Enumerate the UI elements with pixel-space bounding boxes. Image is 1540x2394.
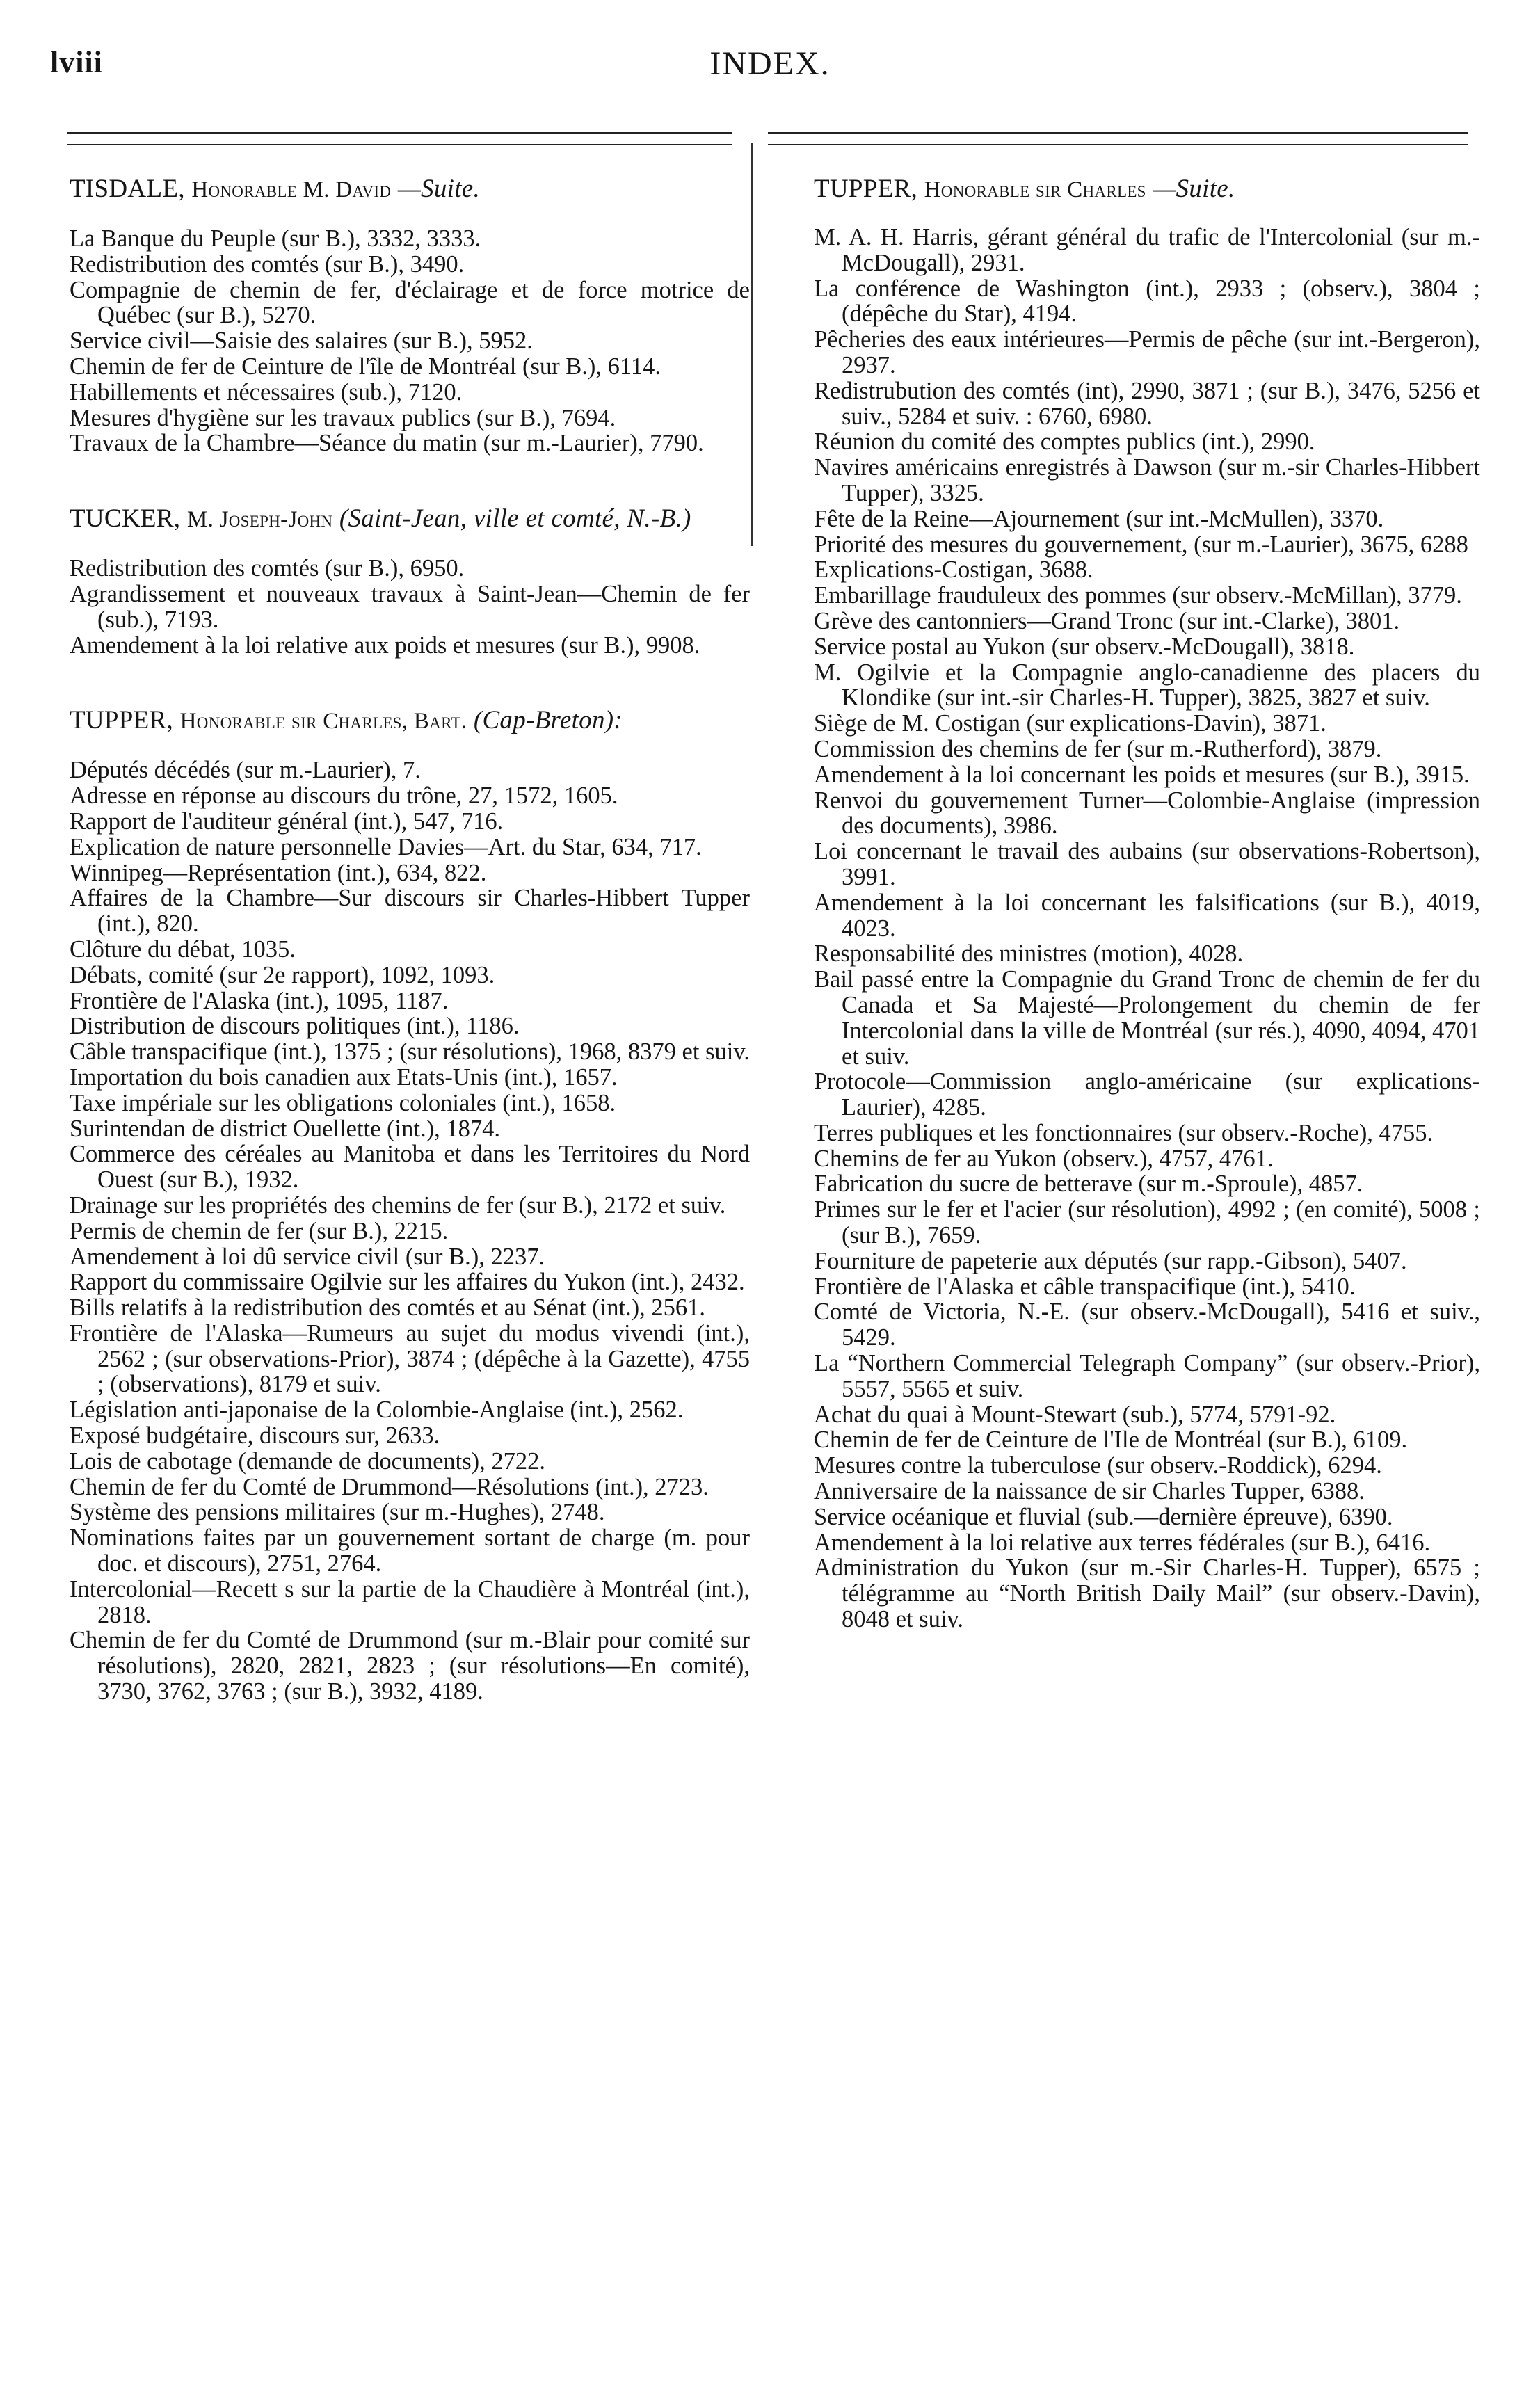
index-entry: La conférence de Washington (int.), 2933 ; (observ.), 3804 ; (dépêche du Star), 4194. <box>814 275 1480 328</box>
index-entry: Amendement à la loi concernant les poids et mesures (sur B.), 3915. <box>814 761 1470 788</box>
heading-name: TISDALE, <box>70 175 185 203</box>
index-entry: Service civil—Saisie des salaires (sur B.), 5952. <box>70 328 533 355</box>
index-entry: Chemin de fer du Comté de Drummond (sur m.-Blair pour comité sur résolutions), 2820, 2821, 2823 ; (sur résolutions—En comité), 3730, 3762, 3763 ; (sur B.), 3932, 4189. <box>70 1627 750 1705</box>
index-entry: Agrandissement et nouveaux travaux à Saint-Jean—Chemin de fer (sub.), 7193. <box>70 580 750 633</box>
index-entry: La Banque du Peuple (sur B.), 3332, 3333. <box>70 225 481 252</box>
heading-name: TUPPER, <box>70 706 174 735</box>
index-entry: Redistribution des comtés (sur B.), 6950. <box>70 555 465 582</box>
index-entry: Achat du quai à Mount-Stewart (sub.), 5774, 5791-92. <box>814 1401 1336 1428</box>
index-entry: Intercolonial—Recett s sur la partie de la Chaudière à Montréal (int.), 2818. <box>70 1575 750 1628</box>
index-entry: Câble transpacifique (int.), 1375 ; (sur résolutions), 1968, 8379 et suiv. <box>70 1038 750 1066</box>
index-entry: Habillements et nécessaires (sub.), 7120. <box>70 378 463 405</box>
index-entry: M. A. H. Harris, gérant général du trafic de l'Intercolonial (sur m.-McDougall), 2931. <box>814 224 1480 276</box>
index-entry: Fête de la Reine—Ajournement (sur int.-McMullen), 3370. <box>814 505 1384 532</box>
index-entry: Fabrication du sucre de betterave (sur m.-Sproule), 4857. <box>814 1171 1363 1198</box>
index-entry: Rapport du commissaire Ogilvie sur les affaires du Yukon (int.), 2432. <box>70 1269 745 1296</box>
header-rule-right <box>768 132 1468 145</box>
heading-title: Honorable sir Charles <box>924 177 1146 202</box>
index-entry: Explication de nature personnelle Davies—Art. du Star, 634, 717. <box>70 833 702 860</box>
index-entry: Drainage sur les propriétés des chemins de fer (sur B.), 2172 et suiv. <box>70 1191 726 1219</box>
index-entry: Terres publiques et les fonctionnaires (sur observ.-Roche), 4755. <box>814 1119 1434 1146</box>
index-entry: Amendement à la loi concernant les falsifications (sur B.), 4019, 4023. <box>814 889 1480 942</box>
index-entry: Mesures d'hygiène sur les travaux publics (sur B.), 7694. <box>70 404 616 431</box>
page-number: lviii <box>50 45 103 79</box>
left-column <box>70 175 750 1705</box>
index-entry: Législation anti-japonaise de la Colombie-Anglaise (int.), 2562. <box>70 1397 684 1424</box>
index-entry: Clôture du débat, 1035. <box>70 935 296 963</box>
index-entry: Surintendan de district Ouellette (int.), 1874. <box>70 1115 500 1142</box>
index-entry: Affaires de la Chambre—Sur discours sir Charles-Hibbert Tupper (int.), 820. <box>70 885 750 938</box>
index-entry: Amendement à la loi relative aux terres fédérales (sur B.), 6416. <box>814 1529 1431 1556</box>
index-entry: Redistribution des comtés (sur B.), 3490. <box>70 250 465 278</box>
column-divider <box>751 143 753 546</box>
index-entry: Commerce des céréales au Manitoba et dans les Territoires du Nord Ouest (sur B.), 1932. <box>70 1141 750 1194</box>
index-section <box>70 707 750 1704</box>
index-entry: Winnipeg—Représentation (int.), 634, 822. <box>70 859 487 886</box>
heading-note: (Saint-Jean, ville et comté, N.-B.) <box>339 504 691 533</box>
index-entry: Embarillage frauduleux des pommes (sur observ.-McMillan), 3779. <box>814 582 1462 609</box>
header-rule-left <box>67 132 732 145</box>
index-entry: Primes sur le fer et l'acier (sur résolution), 4992 ; (en comité), 5008 ; (sur B.), 7659. <box>814 1196 1480 1249</box>
index-heading <box>814 175 1480 204</box>
index-entry: Bail passé entre la Compagnie du Grand Tronc de chemin de fer du Canada et Sa Majesté—Prolongement du chemin de fer Intercolonial dans la ville de Montréal (sur rés.), 4090, 4094, 4701 et suiv. <box>814 966 1480 1070</box>
index-heading <box>70 707 750 735</box>
index-entry: Siège de M. Costigan (sur explications-Davin), 3871. <box>814 710 1326 737</box>
index-entry: M. Ogilvie et la Compagnie anglo-canadienne des placers du Klondike (sur int.-sir Charles-H. Tupper), 3825, 3827 et suiv. <box>814 659 1480 712</box>
index-entry: Comté de Victoria, N.-E. (sur observ.-McDougall), 5416 et suiv., 5429. <box>814 1299 1480 1351</box>
index-entry: Nominations faites par un gouvernement sortant de charge (m. pour doc. et discours), 2751, 2764. <box>70 1525 750 1577</box>
index-heading <box>70 175 750 204</box>
index-entry: Compagnie de chemin de fer, d'éclairage et de force motrice de Québec (sur B.), 5270. <box>70 276 750 329</box>
heading-name: TUPPER, <box>814 175 918 203</box>
index-entry: Distribution de discours politiques (int.), 1186. <box>70 1013 520 1040</box>
right-column <box>814 175 1480 1632</box>
index-entry: Taxe impériale sur les obligations coloniales (int.), 1658. <box>70 1089 616 1116</box>
index-entry: Redistrubution des comtés (int), 2990, 3871 ; (sur B.), 3476, 5256 et suiv., 5284 et suiv. : 6760, 6980. <box>814 377 1480 430</box>
index-entry: Amendement à la loi relative aux poids et mesures (sur B.), 9908. <box>70 632 700 659</box>
index-entry: Responsabilité des ministres (motion), 4028. <box>814 940 1244 967</box>
index-section <box>70 505 750 658</box>
heading-note: —Suite. <box>1153 175 1235 203</box>
index-entry: Priorité des mesures du gouvernement, (sur m.-Laurier), 3675, 6288 <box>814 531 1468 558</box>
index-entry: Renvoi du gouvernement Turner—Colombie-Anglaise (impression des documents), 3986. <box>814 787 1480 839</box>
index-entry: Chemin de fer de Ceinture de l'île de Montréal (sur B.), 6114. <box>70 353 661 380</box>
index-entry: Députés décédés (sur m.-Laurier), 7. <box>70 757 421 784</box>
index-entry: Service postal au Yukon (sur observ.-McDougall), 3818. <box>814 633 1355 660</box>
index-entry: Frontière de l'Alaska (int.), 1095, 1187. <box>70 987 449 1014</box>
index-entry: Chemin de fer de Ceinture de l'Ile de Montréal (sur B.), 6109. <box>814 1427 1408 1454</box>
index-section <box>70 175 750 456</box>
index-entry: Protocole—Commission anglo-américaine (sur explications-Laurier), 4285. <box>814 1068 1480 1121</box>
index-entry: Système des pensions militaires (sur m.-Hughes), 2748. <box>70 1499 605 1526</box>
index-entry: Fourniture de papeterie aux députés (sur rapp.-Gibson), 5407. <box>814 1247 1407 1274</box>
index-entry: Débats, comité (sur 2e rapport), 1092, 1093. <box>70 961 495 988</box>
index-entry: Permis de chemin de fer (sur B.), 2215. <box>70 1217 449 1244</box>
index-entry: Explications-Costigan, 3688. <box>814 556 1093 584</box>
running-head: INDEX. <box>709 45 831 82</box>
index-entry: Commission des chemins de fer (sur m.-Rutherford), 3879. <box>814 735 1382 762</box>
index-section <box>814 175 1480 1632</box>
index-entry: Navires américains enregistrés à Dawson (sur m.-sir Charles-Hibbert Tupper), 3325. <box>814 454 1480 506</box>
heading-note: (Cap-Breton): <box>473 706 623 735</box>
heading-title: M. Joseph-John <box>186 507 333 533</box>
index-entry: Réunion du comité des comptes publics (int.), 2990. <box>814 428 1315 456</box>
index-entry: Administration du Yukon (sur m.-Sir Charles-H. Tupper), 6575 ; télégramme au “North British Daily Mail” (sur observ.-Davin), 8048 et suiv. <box>814 1555 1480 1633</box>
index-entry: Chemin de fer du Comté de Drummond—Résolutions (int.), 2723. <box>70 1473 709 1500</box>
index-entry: Frontière de l'Alaska—Rumeurs au sujet du modus vivendi (int.), 2562 ; (sur observations-Prior), 3874 ; (dépêche à la Gazette), 4755 ; (observations), 8179 et suiv. <box>70 1319 750 1398</box>
index-entry: Chemins de fer au Yukon (observ.), 4757, 4761. <box>814 1145 1274 1172</box>
page-header <box>0 45 1540 100</box>
index-entry: Exposé budgétaire, discours sur, 2633. <box>70 1422 440 1449</box>
index-entry: Mesures contre la tuberculose (sur observ.-Roddick), 6294. <box>814 1452 1382 1479</box>
index-entry: Grève des cantonniers—Grand Tronc (sur int.-Clarke), 3801. <box>814 607 1400 634</box>
index-entry: Anniversaire de la naissance de sir Charles Tupper, 6388. <box>814 1478 1365 1505</box>
index-entry: Travaux de la Chambre—Séance du matin (sur m.-Laurier), 7790. <box>70 430 704 457</box>
index-entry: Frontière de l'Alaska et câble transpacifique (int.), 5410. <box>814 1273 1356 1300</box>
index-entry: Loi concernant le travail des aubains (sur observations-Robertson), 3991. <box>814 838 1480 890</box>
heading-note: —Suite. <box>397 175 481 203</box>
index-heading <box>70 505 750 533</box>
index-entry: Amendement à loi dû service civil (sur B.), 2237. <box>70 1243 545 1270</box>
index-entry: Lois de cabotage (demande de documents), 2722. <box>70 1447 546 1475</box>
index-entry: Rapport de l'auditeur général (int.), 547, 716. <box>70 808 504 835</box>
heading-name: TUCKER, <box>70 504 181 533</box>
heading-title: Honorable sir Charles, Bart. <box>179 709 467 734</box>
index-entry: Bills relatifs à la redistribution des comtés et au Sénat (int.), 2561. <box>70 1294 706 1321</box>
heading-title: Honorable M. David <box>191 177 392 202</box>
index-entry: La “Northern Commercial Telegraph Company” (sur observ.-Prior), 5557, 5565 et suiv. <box>814 1350 1480 1402</box>
index-entry: Service océanique et fluvial (sub.—dernière épreuve), 6390. <box>814 1503 1393 1530</box>
index-entry: Adresse en réponse au discours du trône, 27, 1572, 1605. <box>70 782 618 810</box>
index-entry: Pêcheries des eaux intérieures—Permis de pêche (sur int.-Bergeron), 2937. <box>814 326 1480 378</box>
index-entry: Importation du bois canadien aux Etats-Unis (int.), 1657. <box>70 1063 618 1091</box>
